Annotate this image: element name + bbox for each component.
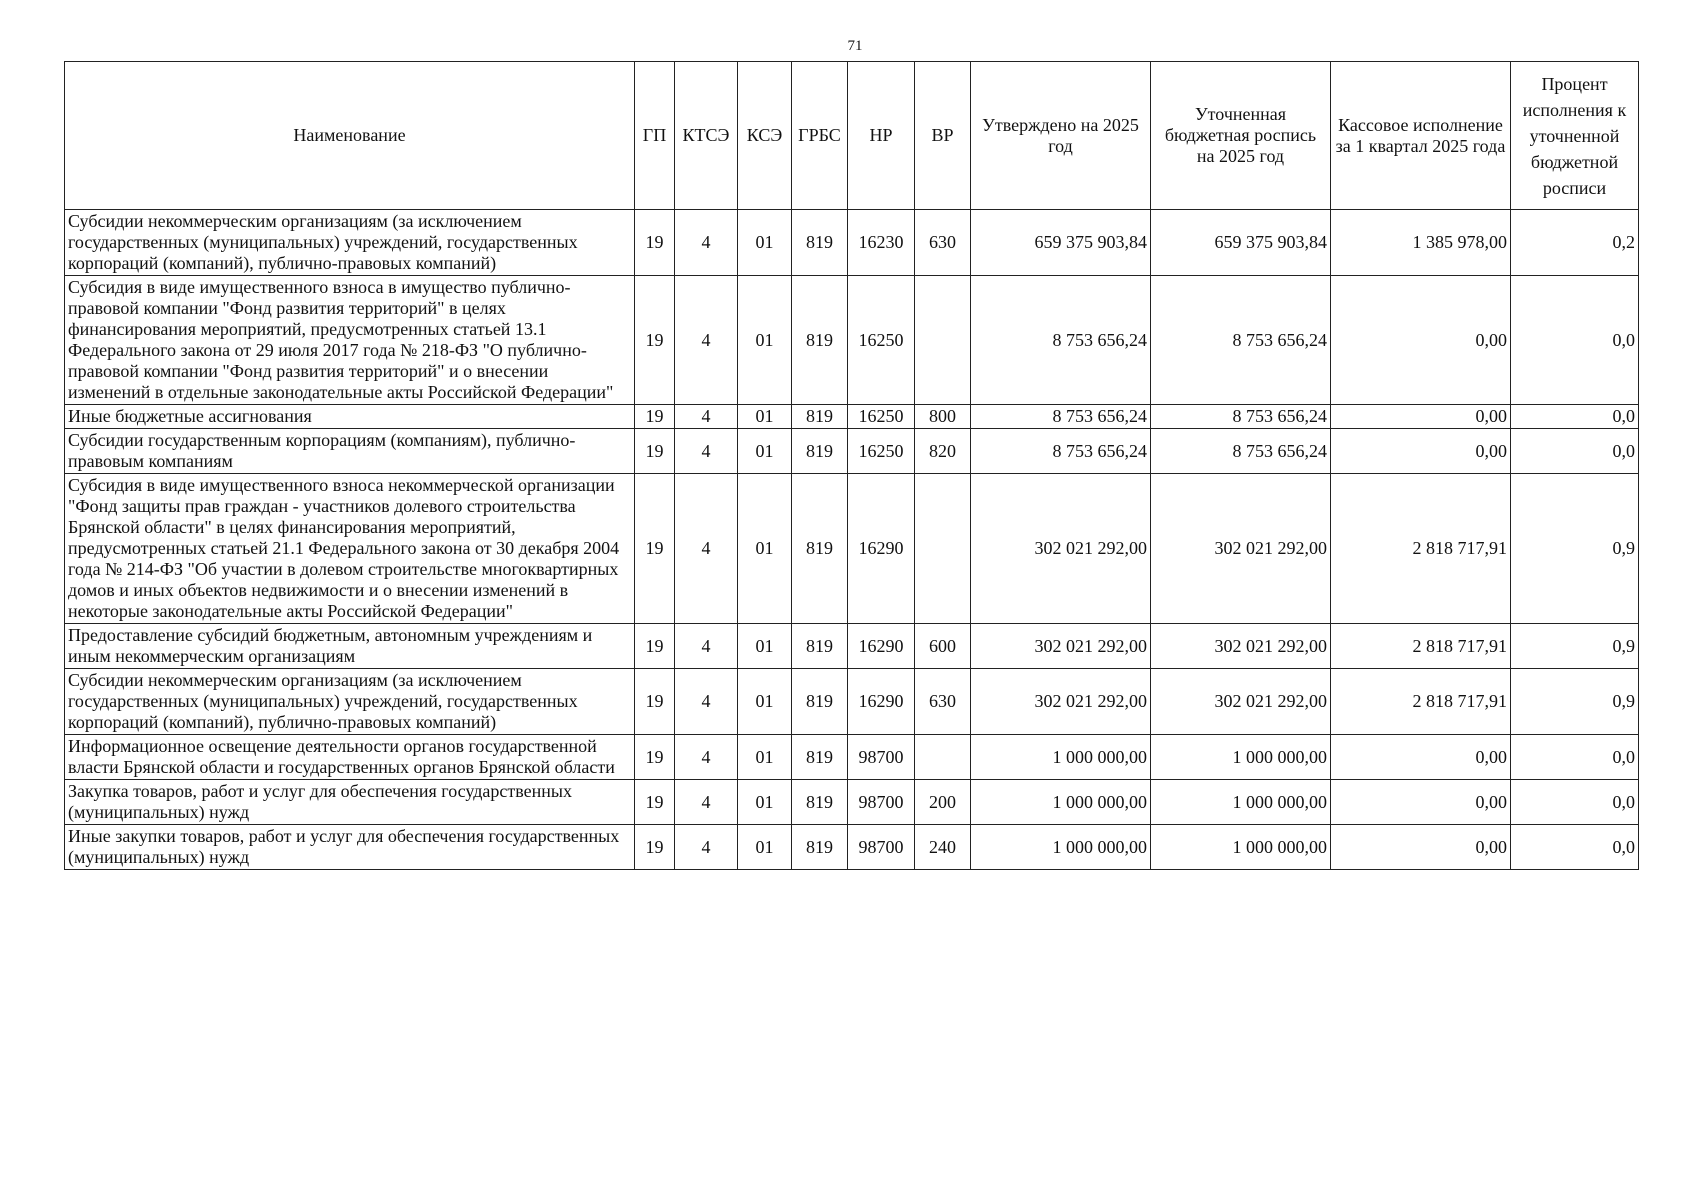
cell-gp: 19 <box>635 624 675 669</box>
header-approved: Утверждено на 2025 год <box>971 62 1151 210</box>
cell-grbs: 819 <box>792 669 848 735</box>
table-row <box>65 429 1639 474</box>
cell-ktse: 4 <box>675 276 738 405</box>
cell-refined: 8 753 656,24 <box>1151 405 1331 429</box>
cell-gp: 19 <box>635 825 675 870</box>
header-kse: КСЭ <box>738 62 792 210</box>
cell-refined: 302 021 292,00 <box>1151 624 1331 669</box>
cell-refined: 8 753 656,24 <box>1151 276 1331 405</box>
cell-nr: 98700 <box>848 780 915 825</box>
cell-approved: 659 375 903,84 <box>971 210 1151 276</box>
cell-approved: 1 000 000,00 <box>971 735 1151 780</box>
cell-grbs: 819 <box>792 429 848 474</box>
cell-gp: 19 <box>635 210 675 276</box>
cell-grbs: 819 <box>792 276 848 405</box>
cell-gp: 19 <box>635 405 675 429</box>
cell-name: Информационное освещение деятельности органов государственной власти Брянской области и государственных органов Брянской области <box>65 735 635 780</box>
cell-vr: 800 <box>915 405 971 429</box>
cell-gp: 19 <box>635 429 675 474</box>
cell-kse: 01 <box>738 474 792 624</box>
cell-gp: 19 <box>635 669 675 735</box>
cell-name: Субсидии некоммерческим организациям (за исключением государственных (муниципальных) учреждений, государственных корпораций (компаний), публично-правовых компаний) <box>65 210 635 276</box>
cell-ktse: 4 <box>675 735 738 780</box>
cell-percent: 0,0 <box>1511 825 1639 870</box>
cell-refined: 302 021 292,00 <box>1151 669 1331 735</box>
cell-refined: 1 000 000,00 <box>1151 825 1331 870</box>
cell-gp: 19 <box>635 780 675 825</box>
cell-nr: 16250 <box>848 276 915 405</box>
cell-vr: 630 <box>915 210 971 276</box>
cell-ktse: 4 <box>675 210 738 276</box>
cell-nr: 16290 <box>848 669 915 735</box>
cell-cash: 2 818 717,91 <box>1331 669 1511 735</box>
cell-percent: 0,0 <box>1511 405 1639 429</box>
header-refined: Уточненная бюджетная роспись на 2025 год <box>1151 62 1331 210</box>
cell-nr: 16290 <box>848 624 915 669</box>
cell-grbs: 819 <box>792 735 848 780</box>
cell-vr: 630 <box>915 669 971 735</box>
cell-nr: 16250 <box>848 405 915 429</box>
header-gp: ГП <box>635 62 675 210</box>
table-row <box>65 474 1639 624</box>
cell-refined: 1 000 000,00 <box>1151 780 1331 825</box>
cell-percent: 0,0 <box>1511 429 1639 474</box>
cell-vr: 820 <box>915 429 971 474</box>
cell-ktse: 4 <box>675 474 738 624</box>
cell-cash: 0,00 <box>1331 780 1511 825</box>
table-row <box>65 669 1639 735</box>
table-row <box>65 276 1639 405</box>
cell-cash: 0,00 <box>1331 825 1511 870</box>
table-row <box>65 624 1639 669</box>
cell-cash: 0,00 <box>1331 405 1511 429</box>
cell-kse: 01 <box>738 735 792 780</box>
cell-cash: 1 385 978,00 <box>1331 210 1511 276</box>
cell-ktse: 4 <box>675 780 738 825</box>
cell-cash: 0,00 <box>1331 276 1511 405</box>
cell-percent: 0,0 <box>1511 780 1639 825</box>
cell-name: Предоставление субсидий бюджетным, автономным учреждениям и иным некоммерческим организациям <box>65 624 635 669</box>
cell-cash: 2 818 717,91 <box>1331 474 1511 624</box>
cell-vr: 200 <box>915 780 971 825</box>
cell-grbs: 819 <box>792 624 848 669</box>
cell-percent: 0,0 <box>1511 276 1639 405</box>
header-nr: НР <box>848 62 915 210</box>
cell-ktse: 4 <box>675 405 738 429</box>
cell-percent: 0,9 <box>1511 474 1639 624</box>
cell-kse: 01 <box>738 624 792 669</box>
cell-refined: 1 000 000,00 <box>1151 735 1331 780</box>
header-grbs: ГРБС <box>792 62 848 210</box>
header-vr: ВР <box>915 62 971 210</box>
cell-gp: 19 <box>635 276 675 405</box>
cell-grbs: 819 <box>792 474 848 624</box>
cell-vr: 240 <box>915 825 971 870</box>
table-row <box>65 780 1639 825</box>
cell-kse: 01 <box>738 405 792 429</box>
cell-ktse: 4 <box>675 825 738 870</box>
cell-kse: 01 <box>738 780 792 825</box>
cell-approved: 8 753 656,24 <box>971 276 1151 405</box>
cell-approved: 302 021 292,00 <box>971 474 1151 624</box>
cell-gp: 19 <box>635 735 675 780</box>
cell-name: Субсидия в виде имущественного взноса некоммерческой организации "Фонд защиты прав граждан - участников долевого строительства Брянской области" в целях финансирования мероприятий, предусмотренных статьей 21.1 Федерального закона от 30 декабря 2004 года № 214-ФЗ "Об участии в долевом строительстве многоквартирных домов и иных объектов недвижимости и о внесении изменений в некоторые законодательные акты Российской Федерации" <box>65 474 635 624</box>
budget-table <box>64 61 1639 870</box>
header-row <box>65 62 1639 210</box>
cell-percent: 0,0 <box>1511 735 1639 780</box>
cell-refined: 302 021 292,00 <box>1151 474 1331 624</box>
cell-name: Субсидии некоммерческим организациям (за исключением государственных (муниципальных) учреждений, государственных корпораций (компаний), публично-правовых компаний) <box>65 669 635 735</box>
cell-vr <box>915 276 971 405</box>
cell-nr: 98700 <box>848 735 915 780</box>
cell-approved: 1 000 000,00 <box>971 825 1151 870</box>
cell-grbs: 819 <box>792 210 848 276</box>
cell-vr <box>915 474 971 624</box>
cell-kse: 01 <box>738 669 792 735</box>
cell-vr: 600 <box>915 624 971 669</box>
header-percent: Процент исполнения к уточненной бюджетной росписи <box>1511 62 1639 210</box>
cell-ktse: 4 <box>675 624 738 669</box>
cell-name: Иные бюджетные ассигнования <box>65 405 635 429</box>
header-name: Наименование <box>65 62 635 210</box>
cell-kse: 01 <box>738 429 792 474</box>
cell-name: Закупка товаров, работ и услуг для обеспечения государственных (муниципальных) нужд <box>65 780 635 825</box>
cell-cash: 0,00 <box>1331 429 1511 474</box>
cell-name: Иные закупки товаров, работ и услуг для обеспечения государственных (муниципальных) нужд <box>65 825 635 870</box>
cell-approved: 302 021 292,00 <box>971 624 1151 669</box>
cell-kse: 01 <box>738 276 792 405</box>
cell-nr: 16290 <box>848 474 915 624</box>
page-number: 71 <box>847 38 863 54</box>
cell-nr: 16230 <box>848 210 915 276</box>
header-ktse: КТСЭ <box>675 62 738 210</box>
cell-nr: 98700 <box>848 825 915 870</box>
cell-ktse: 4 <box>675 669 738 735</box>
cell-ktse: 4 <box>675 429 738 474</box>
cell-kse: 01 <box>738 210 792 276</box>
table-body <box>65 210 1639 870</box>
cell-approved: 302 021 292,00 <box>971 669 1151 735</box>
cell-grbs: 819 <box>792 825 848 870</box>
cell-percent: 0,9 <box>1511 669 1639 735</box>
cell-name: Субсидии государственным корпорациям (компаниям), публично-правовым компаниям <box>65 429 635 474</box>
table-row <box>65 735 1639 780</box>
cell-approved: 1 000 000,00 <box>971 780 1151 825</box>
cell-approved: 8 753 656,24 <box>971 429 1151 474</box>
table-row <box>65 825 1639 870</box>
cell-approved: 8 753 656,24 <box>971 405 1151 429</box>
cell-percent: 0,9 <box>1511 624 1639 669</box>
cell-nr: 16250 <box>848 429 915 474</box>
cell-cash: 0,00 <box>1331 735 1511 780</box>
cell-gp: 19 <box>635 474 675 624</box>
cell-cash: 2 818 717,91 <box>1331 624 1511 669</box>
cell-grbs: 819 <box>792 780 848 825</box>
cell-percent: 0,2 <box>1511 210 1639 276</box>
header-cash: Кассовое исполнение за 1 квартал 2025 года <box>1331 62 1511 210</box>
cell-vr <box>915 735 971 780</box>
table-row <box>65 210 1639 276</box>
cell-kse: 01 <box>738 825 792 870</box>
cell-refined: 659 375 903,84 <box>1151 210 1331 276</box>
cell-grbs: 819 <box>792 405 848 429</box>
table-row <box>65 405 1639 429</box>
cell-name: Субсидия в виде имущественного взноса в имущество публично-правовой компании "Фонд развития территорий" в целях финансирования мероприятий, предусмотренных статьей 13.1 Федерального закона от 29 июля 2017 года № 218-ФЗ "О публично-правовой компании "Фонд развития территорий" и о внесении изменений в отдельные законодательные акты Российской Федерации" <box>65 276 635 405</box>
cell-refined: 8 753 656,24 <box>1151 429 1331 474</box>
